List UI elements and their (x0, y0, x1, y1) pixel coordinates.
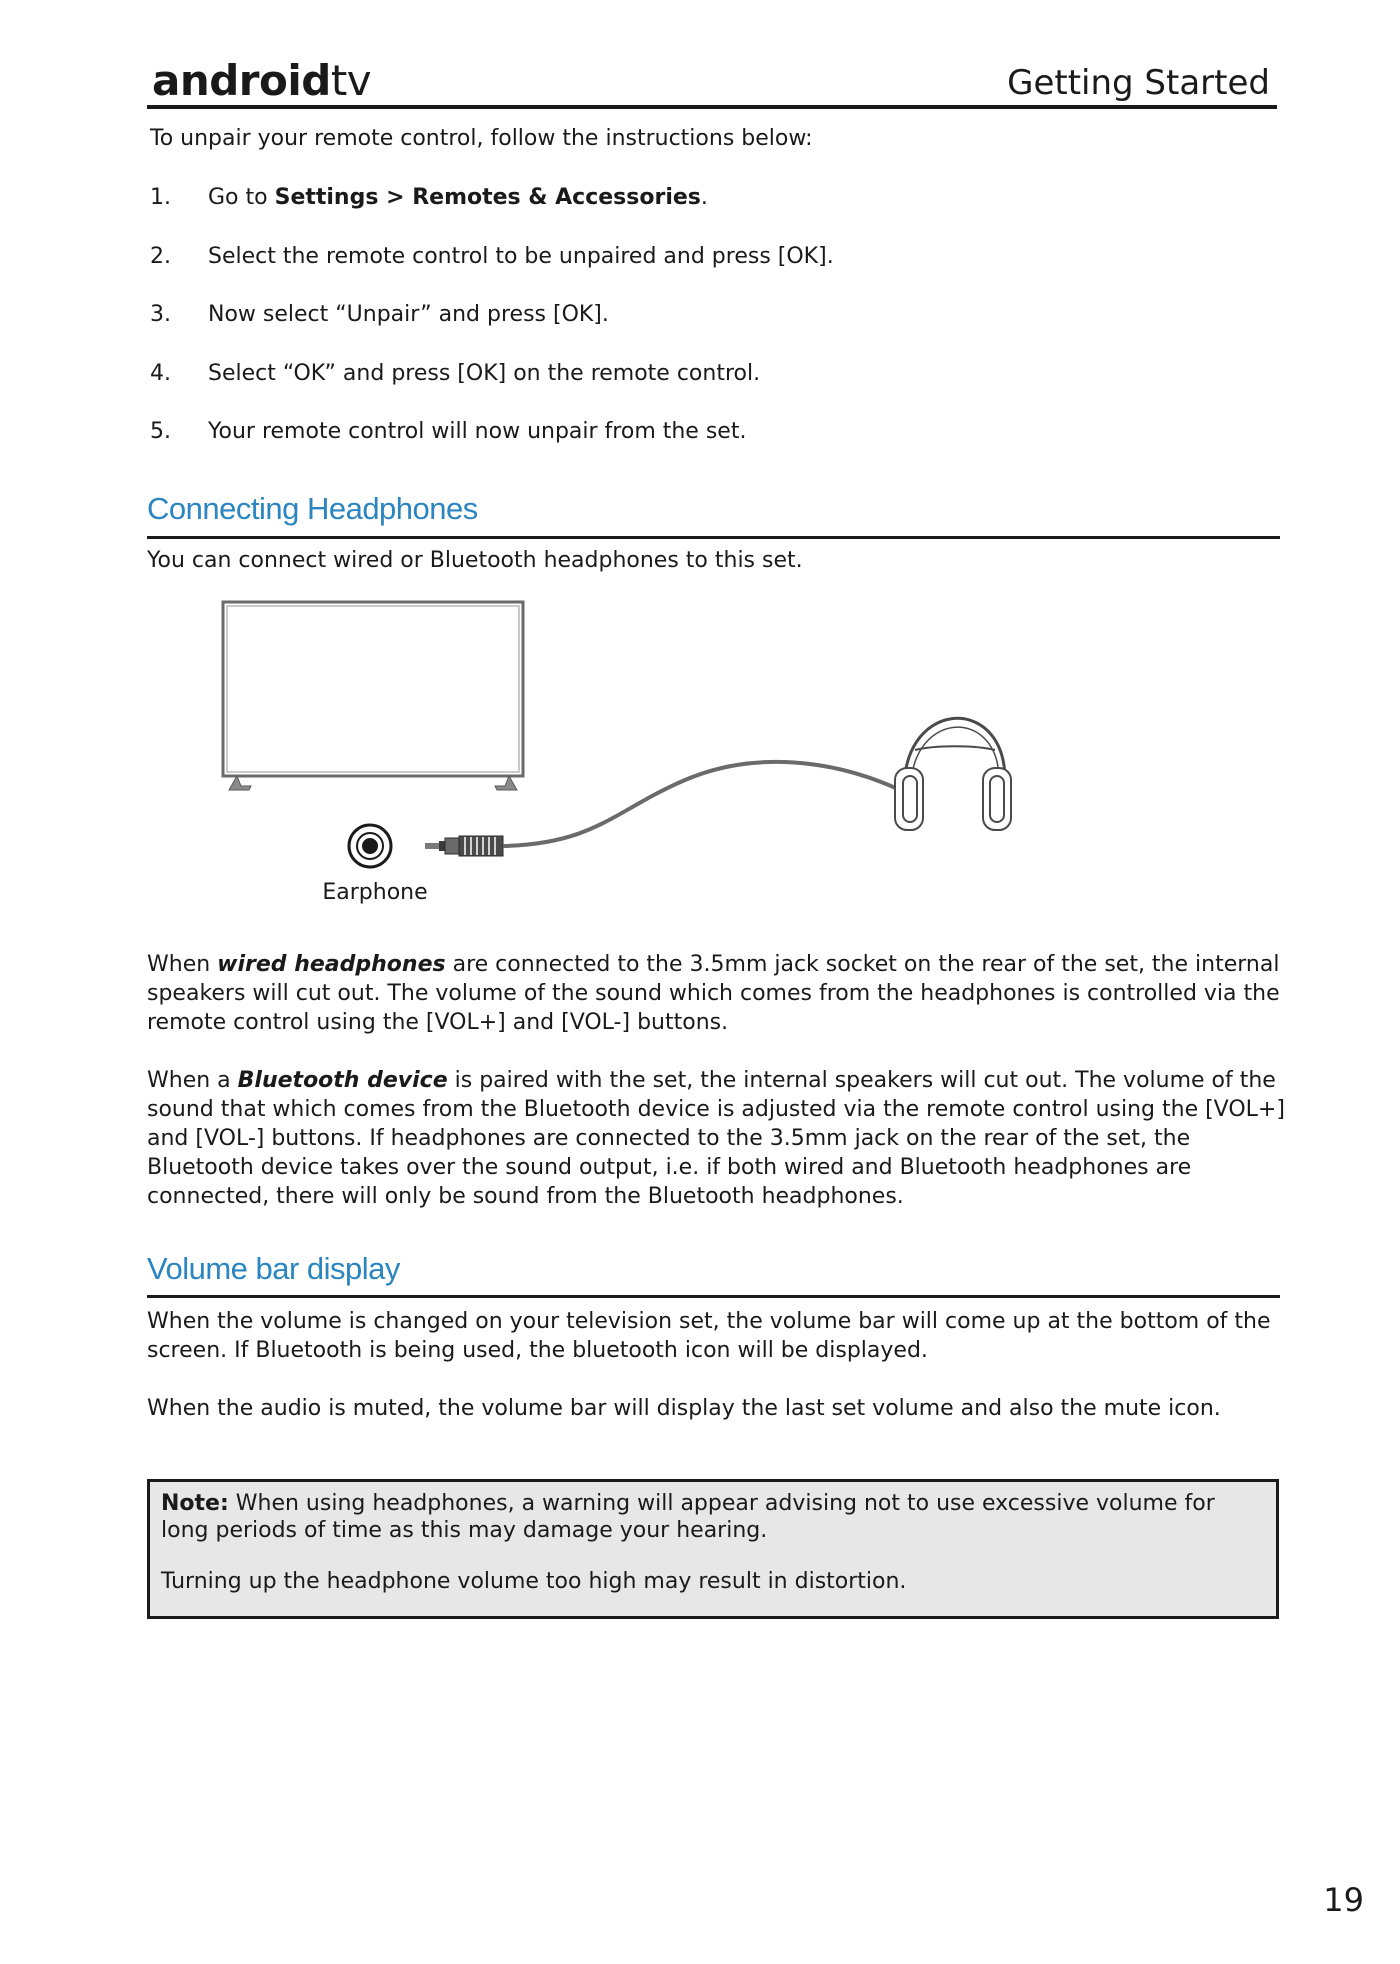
android-tv-logo: androidtv (152, 56, 372, 105)
headphone-cable (503, 762, 900, 846)
headphones-intro: You can connect wired or Bluetooth headphones to this set. (147, 548, 803, 573)
headphone-plug-icon (425, 836, 503, 856)
wired-headphones-paragraph: When wired headphones are connected to the 3.5mm jack socket on the rear of the set, the internal speakers will cut out. The volume of the sound which comes from the headphones is controlled via the remote control using the [VOL+] and [VOL-] buttons. (147, 952, 1280, 1035)
unpair-intro: To unpair your remote control, follow the instructions below: (150, 126, 813, 151)
step-text: Select “OK” and press [OK] on the remote control. (208, 360, 761, 386)
note-box (147, 1479, 1279, 1619)
note-distortion-text: Turning up the headphone volume too high may result in distortion. (161, 1569, 907, 1594)
earphone-socket-icon (349, 825, 391, 867)
note-text: Note: When using headphones, a warning will appear advising not to use excessive volume for long periods of time as this may damage your hearing. (161, 1491, 1215, 1543)
section-title: Getting Started (1007, 63, 1270, 103)
bluetooth-device-paragraph: When a Bluetooth device is paired with the set, the internal speakers will cut out. The volume of the sound that which comes from the Bluetooth device is adjusted via the remote control using the [VOL+] and [VOL-] buttons. If headphones are connected to the 3.5mm jack on the rear of the set, the Bluetooth device takes over the sound output, i.e. if both wired and Bluetooth headphones are connected, there will only be sound from the Bluetooth headphones. (147, 1068, 1285, 1209)
earphone-label: Earphone (322, 880, 428, 905)
volume-paragraph-1: When the volume is changed on your television set, the volume bar will come up at the bottom of the screen. If Bluetooth is being used, the bluetooth icon will be displayed. (147, 1309, 1271, 1363)
step-number: 4. (150, 360, 171, 386)
page-number: 19 (1323, 1881, 1364, 1919)
headphones-icon (895, 718, 1011, 830)
section-rule (147, 1295, 1280, 1298)
headphone-connection-illustration (215, 600, 1035, 900)
step-number: 5. (150, 419, 171, 444)
step-text: Select the remote control to be unpaired and press [OK]. (208, 243, 834, 269)
step-number: 3. (150, 302, 171, 327)
volume-bar-display-heading: Volume bar display (147, 1251, 400, 1286)
step-number: 2. (150, 243, 171, 269)
tv-icon (223, 602, 523, 790)
step-number: 1. (150, 185, 171, 210)
step-text: Now select “Unpair” and press [OK]. (208, 302, 609, 327)
volume-paragraph-2: When the audio is muted, the volume bar will display the last set volume and also the mute icon. (147, 1396, 1221, 1421)
step-text: Your remote control will now unpair from the set. (208, 419, 747, 444)
connecting-headphones-heading: Connecting Headphones (147, 491, 478, 526)
header-rule (147, 105, 1277, 109)
step-text: Go to Settings > Remotes & Accessories. (208, 185, 708, 210)
section-rule (147, 536, 1280, 539)
